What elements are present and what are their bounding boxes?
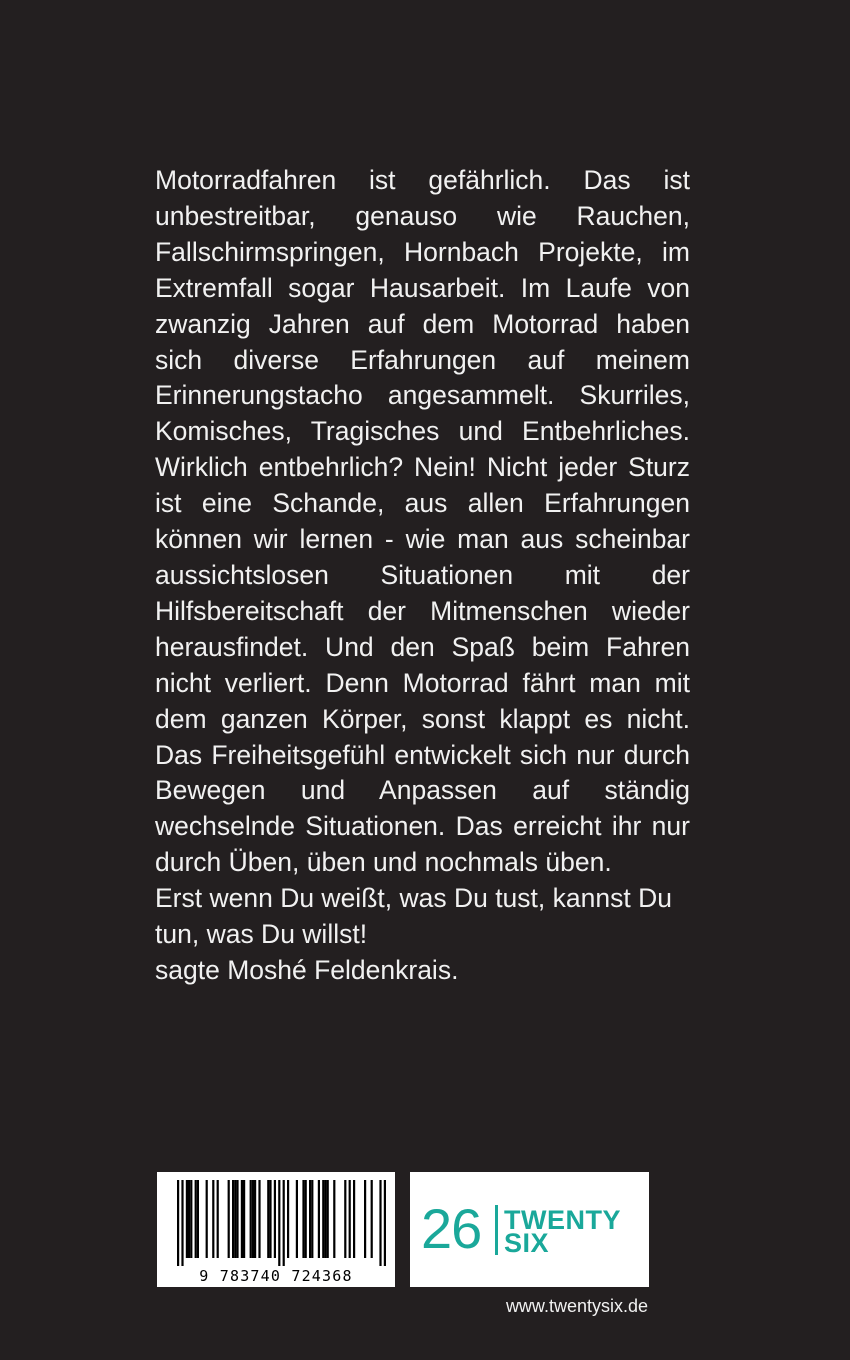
barcode-bar [371,1180,373,1258]
barcode-bar [212,1180,214,1258]
isbn-barcode [157,1172,395,1287]
barcode-bar [309,1180,311,1258]
logo-number: 26 [421,1197,482,1260]
blurb-attribution: sagte Moshé Feldenkrais. [155,954,459,985]
barcode-bar [188,1180,190,1258]
publisher-website: www.twentysix.de [505,1296,648,1316]
back-cover-blurb [155,163,690,989]
barcode-bar [302,1180,304,1258]
barcode-bar [344,1180,346,1258]
barcode-bar [296,1180,298,1258]
barcode-bar [311,1180,313,1258]
blurb-quote: Erst wenn Du weißt, was Du tust, kannst Du tun, was Du willst! [155,883,672,950]
barcode-bar [197,1180,199,1258]
barcode-bar [250,1180,252,1258]
barcode-bar [322,1180,324,1258]
barcode-bar [195,1180,197,1258]
barcode-bar [181,1180,183,1266]
barcode-bar [287,1180,289,1258]
barcode-bar [327,1180,329,1258]
barcode-bar [283,1180,285,1266]
barcode-bar [177,1180,179,1266]
barcode-bar [236,1180,238,1258]
barcode-bar [274,1180,276,1258]
barcode-bar [241,1180,243,1258]
isbn-digits: 9 783740 724368 [199,1267,353,1285]
barcode-bar [349,1180,351,1258]
barcode-bars [157,1172,395,1267]
barcode-bar [252,1180,254,1258]
barcode-bar [318,1180,320,1258]
barcode-bar [243,1180,245,1258]
barcode-bar [217,1180,219,1258]
logo-separator [495,1205,498,1255]
barcode-bar [267,1180,269,1258]
barcode-bar [364,1180,366,1258]
barcode-bar [384,1180,386,1266]
logo-word-top: TWENTY [504,1205,621,1235]
barcode-bar [228,1180,230,1258]
barcode-bar [206,1180,208,1258]
blurb-paragraph: Motorradfahren ist gefährlich. Das ist unbestreitbar, genauso wie Rauchen, Fallschirmspringen, Hornbach Projekte, im Extremfall sogar Hausarbeit. Im Laufe von zwanzig Jahren auf dem Motorrad haben sich diverse Erfahrungen auf meinem Erinnerungstacho angesammelt. Skurriles, Komisches, Tragisches und Entbehrliches. Wirklich entbehrlich? Nein! Nicht jeder Sturz ist eine Schande, aus allen Erfahrungen können wir lernen - wie man aus scheinbar aussichtslosen Situationen mit der Hilfsbereitschaft der Mitmenschen wieder herausfindet. Und den Spaß beim Fahren nicht verliert. Denn Motorrad fährt man mit dem ganzen Körper, sonst klappt es nicht. Das Freiheitsgefühl entwickelt sich nur durch Bewegen und Anpassen auf ständig wechselnde Situationen. Das erreicht ihr nur durch Üben, üben und nochmals üben. [155,165,690,878]
barcode-bar [305,1180,307,1258]
barcode-bar [379,1180,381,1266]
barcode-bar [324,1180,326,1258]
logo-word-bottom: SIX [504,1228,550,1258]
barcode-bar [278,1180,280,1266]
barcode-bar [269,1180,271,1258]
barcode-bar [234,1180,236,1258]
barcode-bar [254,1180,256,1258]
barcode-bar [258,1180,260,1258]
publisher-logo [410,1172,649,1287]
barcode-bar [333,1180,335,1258]
barcode-bar [232,1180,234,1258]
barcode-bar [190,1180,192,1258]
barcode-bar [353,1180,355,1258]
barcode-bar [186,1180,188,1258]
